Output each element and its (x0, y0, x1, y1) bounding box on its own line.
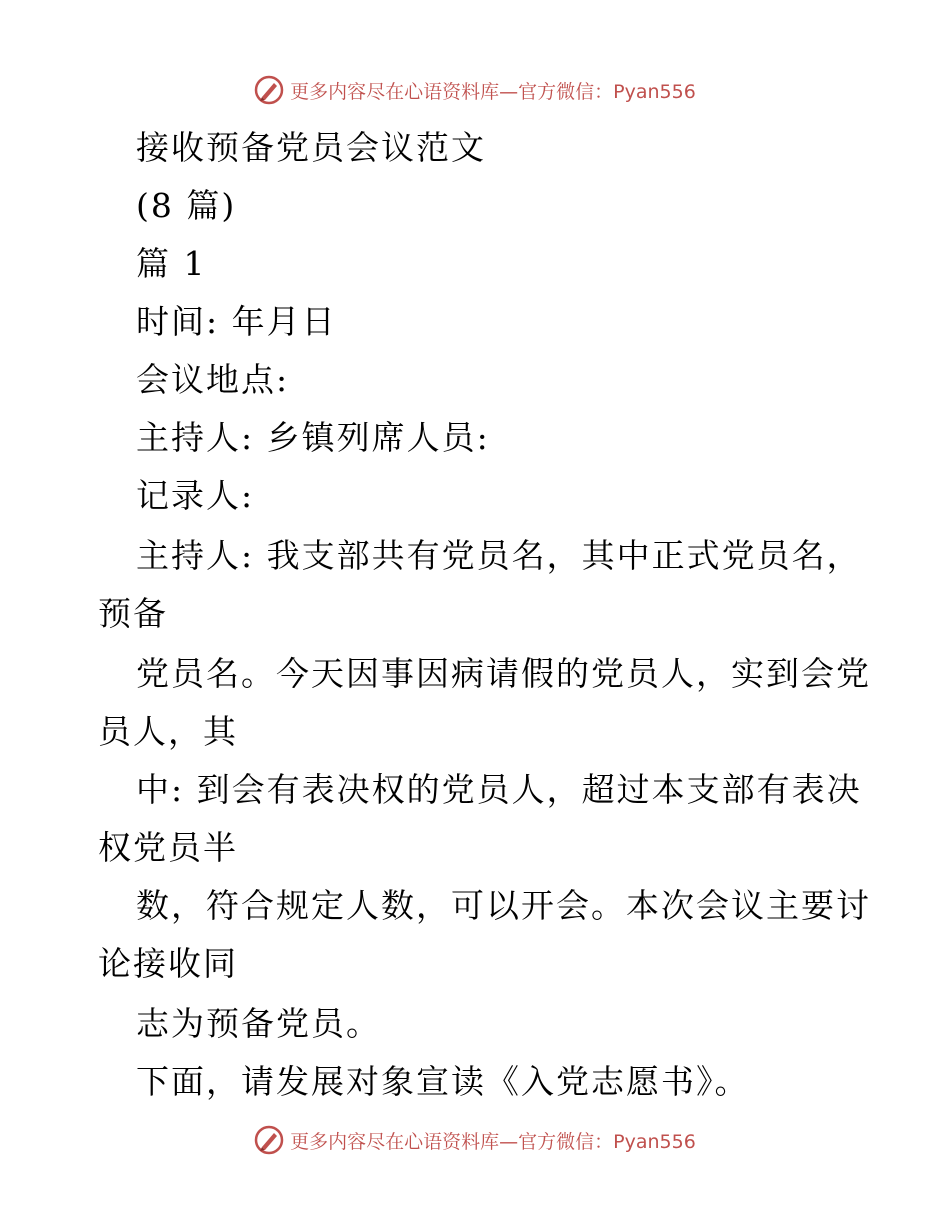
section-heading: 篇 1 (136, 244, 207, 283)
meeting-recorder: 记录人: (136, 476, 255, 515)
document-count: (8 篇) (136, 186, 237, 225)
paragraph-line: 数，符合规定人数，可以开会。本次会议主要讨 (136, 886, 871, 925)
paragraph-line: 志为预备党员。 (136, 1004, 381, 1043)
paragraph-line: 党员名。今天因事因病请假的党员人，实到会党 (136, 654, 871, 693)
document-title: 接收预备党员会议范文 (136, 128, 486, 167)
paragraph-line: 预备 (98, 594, 168, 633)
header-banner (0, 72, 950, 108)
meeting-place: 会议地点: (136, 360, 290, 399)
paragraph-line: 员人，其 (98, 712, 238, 751)
paragraph-line: 下面，请发展对象宣读《入党志愿书》。 (136, 1062, 750, 1101)
meeting-host: 主持人: 乡镇列席人员: (136, 418, 490, 457)
pen-logo-icon (254, 1125, 284, 1155)
meeting-time: 时间: 年月日 (136, 302, 337, 341)
header-banner-text: 更多内容尽在心语资料库—官方微信：Pyan556 (290, 80, 696, 103)
paragraph-line: 论接收同 (98, 944, 238, 983)
footer-banner-text: 更多内容尽在心语资料库—官方微信：Pyan556 (290, 1130, 696, 1153)
paragraph-line: 权党员半 (98, 828, 238, 867)
paragraph-line: 主持人: 我支部共有党员名，其中正式党员名， (136, 536, 862, 575)
pen-logo-icon (254, 75, 284, 105)
paragraph-line: 中: 到会有表决权的党员人，超过本支部有表决 (136, 770, 862, 809)
footer-banner (0, 1122, 950, 1158)
